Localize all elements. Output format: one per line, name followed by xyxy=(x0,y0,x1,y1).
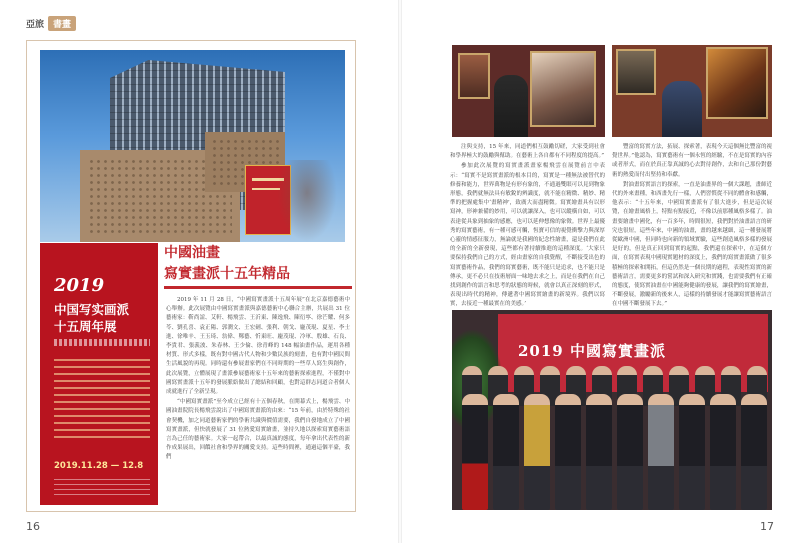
poster-title-line-1: 中国写实画派 xyxy=(54,302,130,317)
tree xyxy=(277,160,337,242)
poster-artist-list xyxy=(54,359,150,443)
visitor-figure xyxy=(494,75,528,137)
painting-portrait xyxy=(530,51,596,127)
paragraph: 豐富的寫實方法，拓展、探索著，表現今天這個無比豐富的視覺世界。”他認為，寫實藝術有一個永恆的經驗，不在是寫實的內容或者形式，而在於真正靠真誠的心去對待創作，去和自己那份對藝術的熱愛而付出堅持和奉獻。 xyxy=(612,144,772,178)
article-column-right-2 xyxy=(612,143,772,308)
person-figure xyxy=(648,394,674,510)
museum-building-photo xyxy=(40,50,345,242)
painting-oil xyxy=(706,47,768,119)
person-figure xyxy=(586,394,612,510)
headline-line-1: 中國油畫 xyxy=(164,245,220,261)
article-headline xyxy=(164,243,290,285)
page-number-left: 16 xyxy=(26,520,40,533)
poster-date: 2019.11.28 — 12.8 xyxy=(54,461,144,471)
article-column-left xyxy=(166,296,350,508)
page-gutter xyxy=(398,0,402,543)
visitor-figure xyxy=(662,81,702,137)
paragraph: 參加此次展覽的寫實畫派畫家楊飛雲在展覽前言中表示：“寫實不是寫實畫派的根本目的，寫實是一種無法被替代的修養和能力，世界萬物是有形有象的，不通過雙眼可以見到物象形態，我們就無法具有敏銳的辨識度，就不能在精微、精妙、精準的把握處集中‘畫精神’，致廣大而盡精微。寫實繪畫具有以形寫神，形神兼備的妙用，可以就讓深入，也可以縱橫自如，可以表達從具象到抽象的感應，也可以延伸想像的象徵。世界上最優秀的寫實藝術，有一種可感可觸，恆寶可信的視覺衝擊力與深厚心靈的情感征服力，無論就是我國的紀念性繪畫，還是我們在此的全新的全新發現，這些都有著持續推進的這種深度。‘大家只要保持我們自己的方式，經由畫家的自我覺醒，不斷接受出色的寫實藝術作品，我們的寫實藝術，既不能只是追求，也不能只是傳承，更不必只在技術層面一味地去求之上，而是在我們在自己找到創作的語言和思考的狀態的時候，就會以真正深刻的形式，表現出時代的精神，傳遞著中國寫實繪畫的新境界。我們以寫實，去接近一種最實在的美感。’ xyxy=(450,163,605,308)
paragraph: 2019 年 11 月 28 日，“中國寫實畫派十五周年展”在北京嘉德藝術中心舉辦。此次展覽由中國寫實畫派與嘉德藝術中心聯合主辦，共展出 31 位藝術家：靳尚誼、艾軒、楊飛雲、王沂東、陳逸飛、陳衍寧、徐芒耀、何多苓、劉孔喜、袁正陽、郭潤文、王宏劍、張利、朝戈、龐茂琨、夏星、李士進、徐唯辛、王玉琦、翁偉、鄭藝、忻東旺、龐茂琨、冷軍、殷雄、石良、李貴君、張義波、朱春林、王少倫、徐青峰的 148 幅油畫作品，運用各種材質、形式多樣，既有對中國古代人物和少數民族的刻畫，也有對中國民間生活風貌的再現。同時還有參展畫家們在不同時期的一些草人寫生與創作，此次展覽，立體展現了畫派參展藝術家十五年來的藝術探索進程，不僅對中國寫實畫派十五年的發展脈絡做出了總結和回顧，也對這群志同道合者個人成就進行了全新呈現。 xyxy=(166,297,350,396)
person-figure xyxy=(555,394,581,510)
person-figure xyxy=(679,394,705,510)
poster-footer-text xyxy=(54,475,150,499)
person-figure xyxy=(617,394,643,510)
backdrop-title: 2019 中國寫實畫派 xyxy=(518,342,666,360)
paragraph: 注與支持，15 年來，同道們相互鼓勵切磋，大家受到社會和學界極大的鼓勵與幫助。在藝術上各自都有不同程度的提高。” xyxy=(450,144,605,160)
gallery-photo-2 xyxy=(612,45,772,137)
poster-subtitle-strip xyxy=(54,339,150,346)
person-figure xyxy=(493,394,519,510)
section-tag: 書畫 xyxy=(48,16,76,31)
person-figure xyxy=(710,394,736,510)
person-figure xyxy=(741,394,767,510)
headline-line-2: 寫實畫派十五年精品 xyxy=(164,266,290,282)
poster-title xyxy=(54,301,154,335)
brand-label: 亞旅 xyxy=(26,20,45,30)
exhibition-poster xyxy=(40,243,158,505)
poster-year: 2019 xyxy=(54,275,105,296)
group-front-row xyxy=(462,394,767,510)
page-header xyxy=(26,16,76,31)
headline-rule xyxy=(164,286,352,289)
person-figure xyxy=(524,394,550,510)
person-figure xyxy=(462,394,488,510)
gallery-photo-1 xyxy=(452,45,605,137)
poster-title-line-2: 十五周年展 xyxy=(54,319,117,334)
group-photo xyxy=(452,310,772,510)
painting xyxy=(458,53,490,99)
paragraph: 對油畫寫實語言的探索，一直是油畫界的一個大課題，畫師近代的外來畫種，和西畫先行一樣，人們習慣從不同的體會和感觸，他表示：“十五年來，中國寫實畫派有了很大進步，但是這次展覽，在繪畫風格上，特點有點接近，不像以前那種風格多樣了。油畫要繪畫中國化，有一百多年，時間很短，我們對於油畫語言的研究也很短，這些年來，中國的油畫，畫的越來越細，這一種發展將從歐洲中國，但同時也向新的領域實驗，這些創造風格多樣的發展是好的，但是真正回到寫實的起點，我們還在探索中，在這個方面，在寫實表現中國現實題材的深度上，我們的寫實畫派做了很多積極的探索和開拓，但這仍然是一個長期的過程，表現性寫實的新藝術語言，需要更多的嘗試和深入研究和實踐，也需要我們有正確的態度，使寫實油畫在中國能夠健康的發展，讓我們的寫實繪畫，不斷發展，激勵新的後來人，這樣的持續發展才能讓寫實藝術語言在中國不斷發展下去。” xyxy=(612,181,772,308)
paragraph: “中國寫實畫派”至今成立已經有十五個春秋，在開幕式上，楊飛雲、中國油畫院院長楊飛雲說出了中國寫實畫派的由來：“15 年前，由於特殊的社會契機，加之同道藝術家們的學術共識與價值需要，我們自發地成立了中國寫實畫派，但快就發展了 31 位熱愛寫實繪畫，並持久地以探索寫實藝術語言為己任的藝術家。大家一起帶合，以最真誠的態度，每年拿出代表性的新作成果展出，回饋社會和學界的關愛支持。這些時間裡，通過這個平臺，我們 xyxy=(166,399,350,461)
article-column-right-1 xyxy=(450,143,605,308)
painting xyxy=(616,49,656,95)
page-number-right: 17 xyxy=(760,520,774,533)
